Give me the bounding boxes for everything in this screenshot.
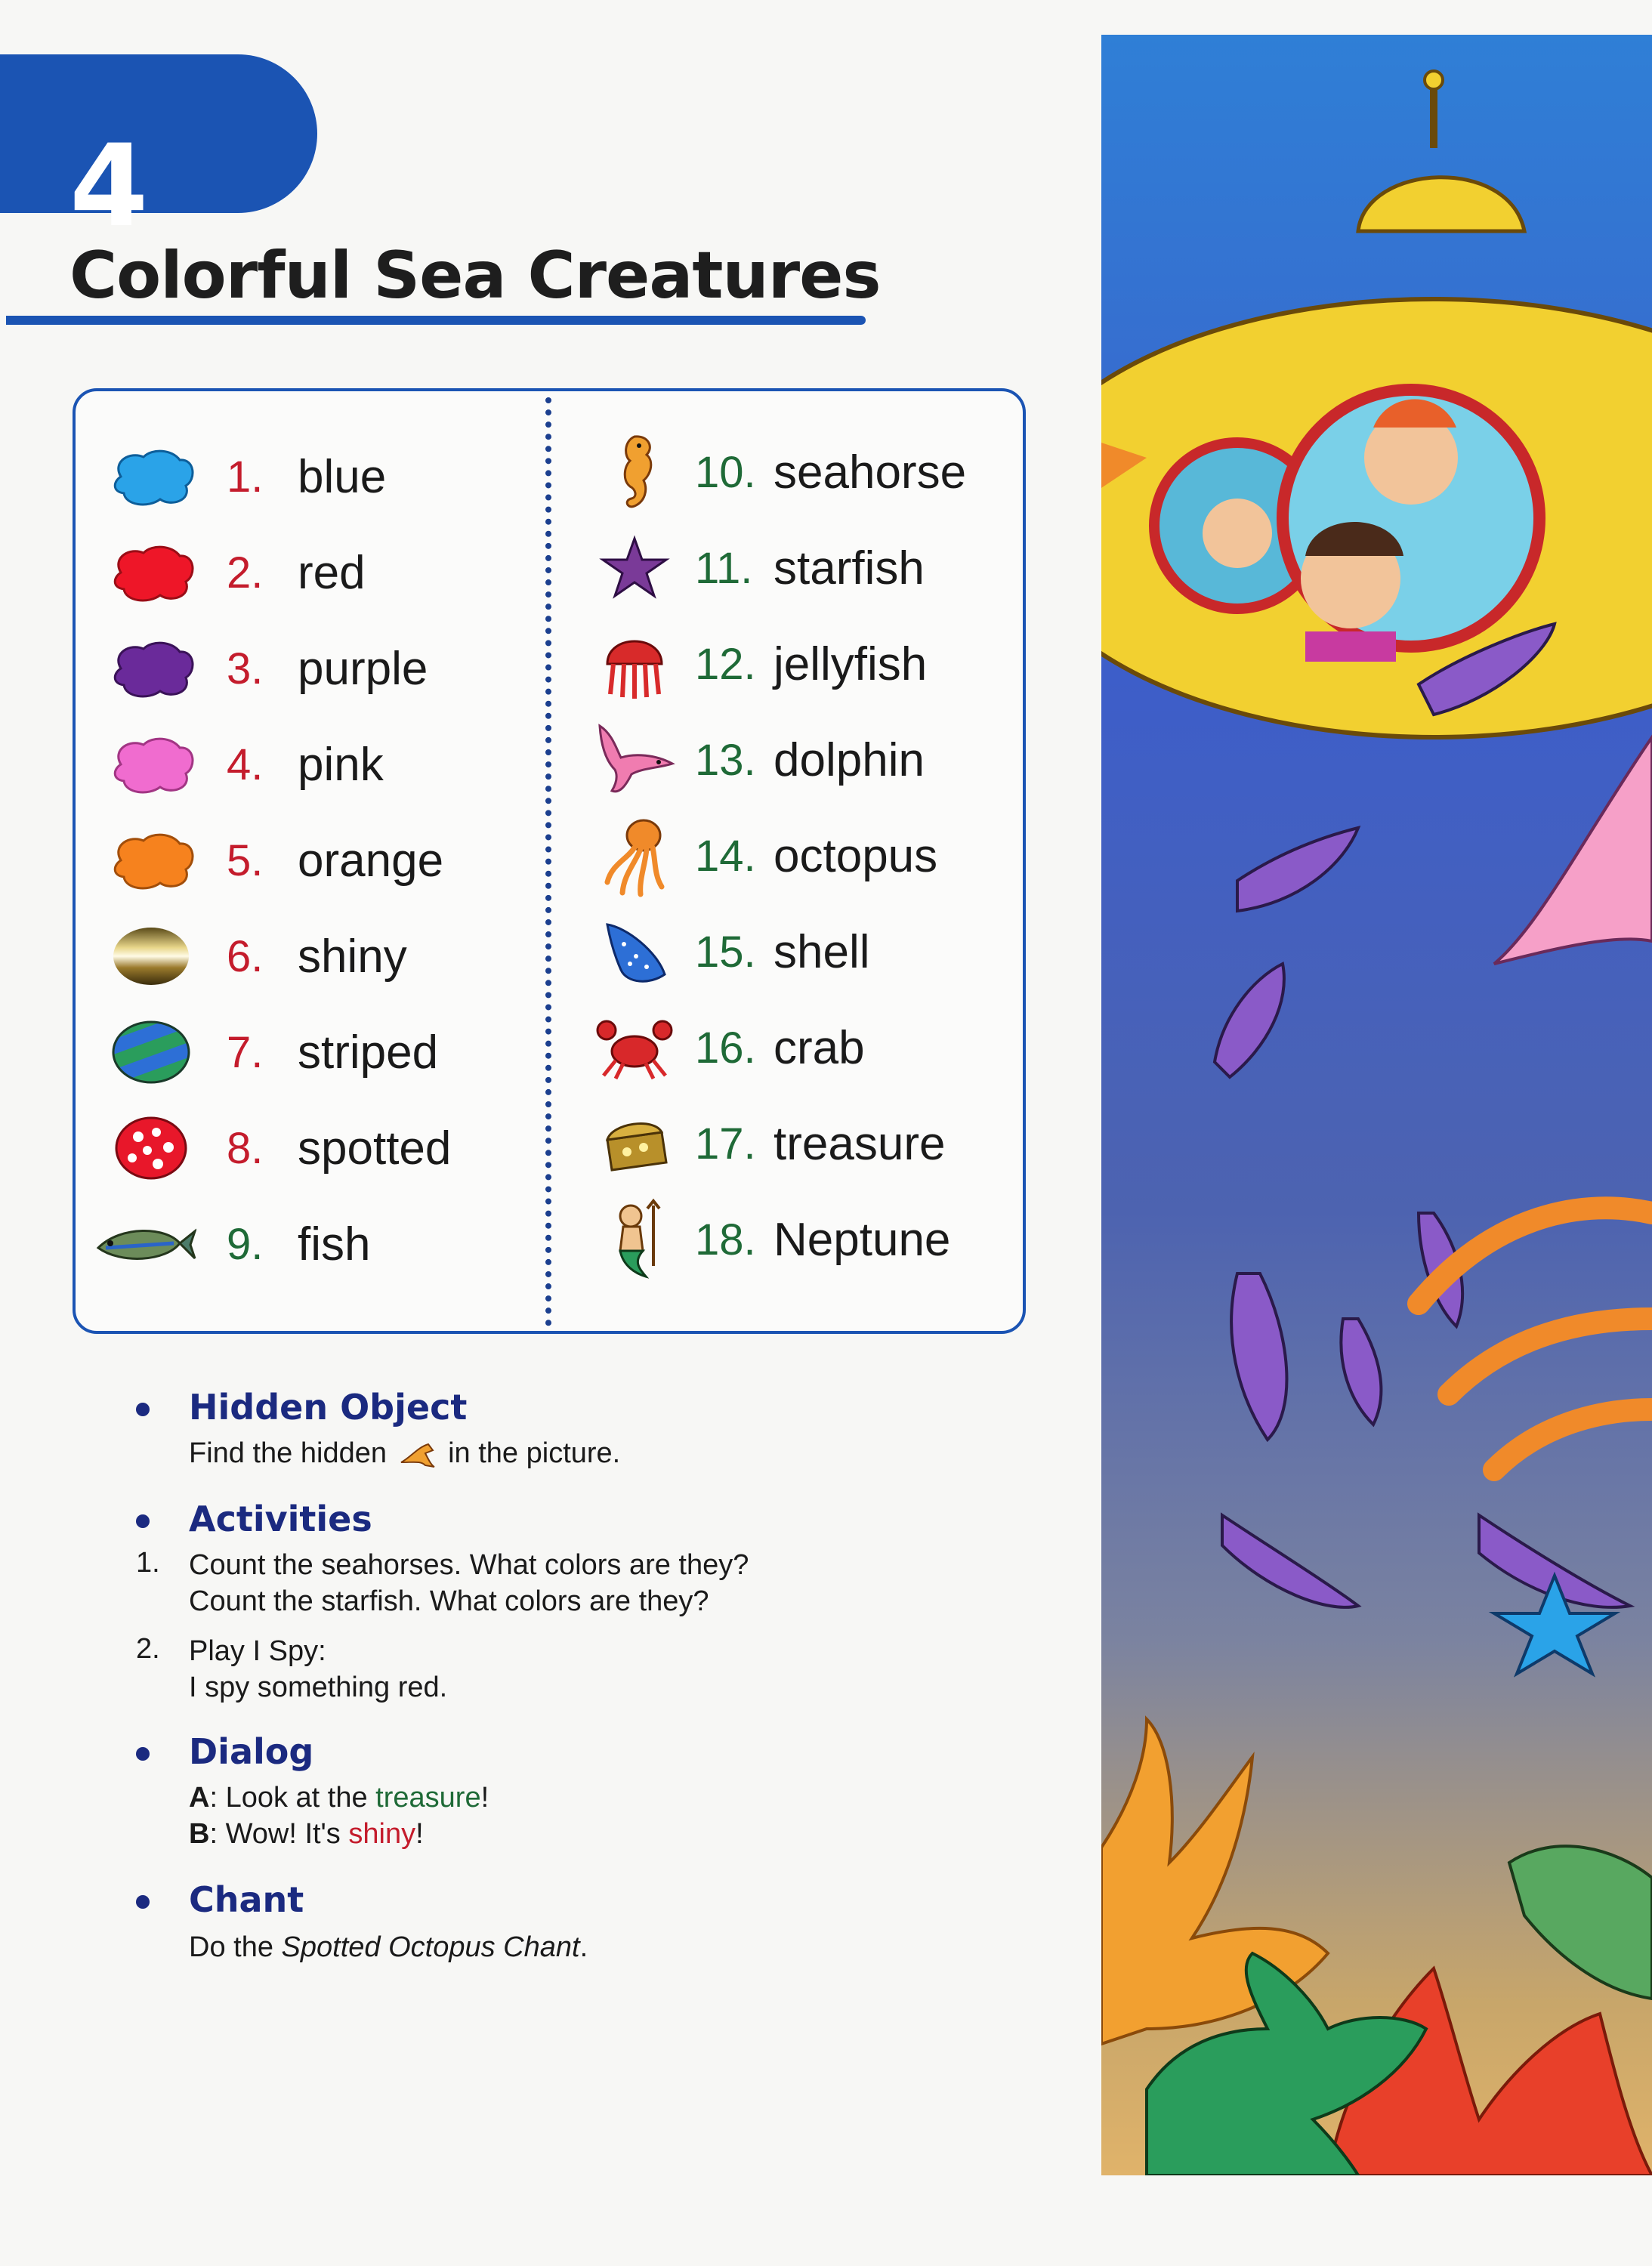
hidden-seahorse-icon (395, 1440, 440, 1470)
vocab-item: 13. dolphin (589, 718, 925, 801)
vocab-item: 6. shiny (106, 915, 407, 998)
hidden-object-text: Find the hidden in the picture. (189, 1437, 621, 1469)
spotted-ball-icon (106, 1110, 196, 1186)
activities-heading: Activities (189, 1499, 372, 1539)
dialog-line-a: A: Look at the treasure! (189, 1782, 489, 1814)
fish-icon (91, 1206, 196, 1282)
shiny-gold-icon (106, 918, 196, 994)
pink-blob-icon (106, 727, 196, 802)
vocab-item: 12. jellyfish (589, 622, 927, 705)
underwater-scene (1101, 35, 1652, 2175)
vocab-item: 11. starfish (589, 526, 925, 610)
crab-icon (589, 1010, 680, 1085)
vocab-item: 5. orange (106, 819, 443, 902)
vocab-item: 9. fish (91, 1202, 370, 1286)
vocab-item: 10. seahorse (589, 431, 966, 514)
dialog-heading: Dialog (189, 1731, 314, 1772)
vocab-item: 3. purple (106, 627, 428, 710)
starfish-icon (589, 530, 680, 606)
treasure-icon (589, 1106, 680, 1181)
vocab-item: 15. shell (589, 910, 870, 993)
chant-text: Do the Spotted Octopus Chant. (189, 1931, 588, 1963)
red-blob-icon (106, 535, 196, 610)
octopus-icon (589, 818, 680, 894)
bullet (136, 1403, 150, 1416)
vocab-item: 18. Neptune (589, 1198, 950, 1281)
vocab-item: 14. octopus (589, 814, 937, 897)
column-divider (545, 397, 551, 1326)
dialog-text (189, 1780, 489, 1852)
dolphin-icon (589, 722, 680, 798)
bullet (136, 1514, 150, 1528)
seahorse-icon (589, 434, 680, 510)
purple-blob-icon (106, 631, 196, 706)
activity-text: Play I Spy: I spy something red. (189, 1635, 448, 1703)
unit-number: 4 (69, 121, 149, 252)
activity-text: Count the seahorses. What colors are they? Count the starfish. What colors are they? (189, 1549, 749, 1617)
jellyfish-icon (589, 626, 680, 702)
chant-heading: Chant (189, 1879, 304, 1920)
vocab-item: 8. spotted (106, 1107, 451, 1190)
activity-number: 1. (136, 1547, 160, 1579)
shell-icon (589, 914, 680, 989)
vocab-item: 1. blue (106, 435, 386, 518)
sea-illustration (1101, 35, 1652, 2175)
vocab-item: 2. red (106, 531, 366, 614)
activity-number: 2. (136, 1633, 160, 1665)
orange-blob-icon (106, 823, 196, 898)
submarine-icon (1101, 71, 1652, 737)
vocab-item: 7. striped (106, 1011, 438, 1094)
vocab-item: 4. pink (106, 723, 384, 806)
striped-ball-icon (106, 1014, 196, 1090)
neptune-icon (589, 1202, 680, 1277)
vocab-item: 16. crab (589, 1006, 865, 1089)
bullet (136, 1895, 150, 1909)
vocab-item: 17. treasure (589, 1102, 945, 1185)
unit-badge (0, 54, 317, 252)
title-underline (6, 316, 866, 325)
hidden-object-heading: Hidden Object (189, 1387, 468, 1428)
blue-blob-icon (106, 439, 196, 514)
dialog-line-b: B: Wow! It's shiny! (189, 1818, 424, 1850)
page-title: Colorful Sea Creatures (69, 238, 881, 313)
bullet (136, 1747, 150, 1761)
